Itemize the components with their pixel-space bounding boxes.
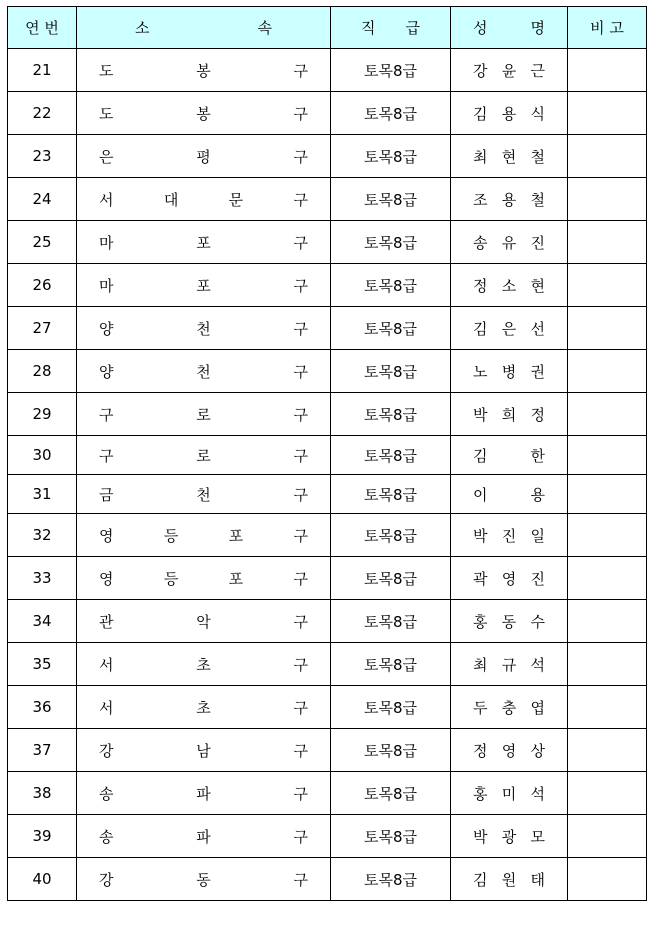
dept-char: 마 [99,276,114,295]
table-row [8,307,647,350]
dept-char: 도 [99,104,114,123]
row-note [568,307,647,350]
dept-char: 서 [99,655,114,674]
header-row [8,7,647,49]
row-no: 24 [8,178,77,221]
dept-char: 관 [99,612,114,631]
dept-char: 구 [293,405,308,424]
name-char: 미 [501,784,517,803]
row-dept [77,264,331,307]
table-row [8,350,647,393]
row-dept [77,135,331,178]
row-note [568,178,647,221]
name-char: 윤 [501,61,517,80]
row-dept [77,815,331,858]
dept-char: 등 [163,526,179,545]
roster-table [7,6,647,901]
table-row [8,686,647,729]
name-char: 규 [501,655,517,674]
row-note [568,350,647,393]
dept-char: 구 [293,190,308,209]
dept-char: 송 [99,827,114,846]
dept-char: 로 [196,446,211,465]
row-no: 31 [8,475,77,514]
name-char: 석 [530,655,545,674]
row-note [568,643,647,686]
dept-char: 구 [293,104,308,123]
row-note [568,221,647,264]
dept-char: 구 [293,61,308,80]
row-name [451,135,568,178]
row-dept [77,92,331,135]
name-char: 영 [501,741,517,760]
name-char: 김 [473,319,488,338]
row-no: 27 [8,307,77,350]
dept-char: 구 [293,485,308,504]
name-char: 김 [473,104,488,123]
row-rank: 토목8급 [331,815,451,858]
row-name [451,221,568,264]
row-note [568,858,647,901]
dept-char: 구 [293,276,308,295]
row-no: 30 [8,436,77,475]
row-rank: 토목8급 [331,436,451,475]
row-name [451,815,568,858]
name-char: 김 [473,870,488,889]
row-rank: 토목8급 [331,178,451,221]
name-char: 박 [473,405,488,424]
row-name [451,49,568,92]
row-name [451,436,568,475]
name-char: 한 [530,446,545,465]
row-rank: 토목8급 [331,557,451,600]
row-note [568,686,647,729]
row-name [451,475,568,514]
row-dept [77,221,331,264]
name-char: 김 [473,446,488,465]
row-rank: 토목8급 [331,307,451,350]
name-char: 최 [473,147,488,166]
table-row [8,729,647,772]
header-rank: 직 급 [331,7,451,49]
row-no: 35 [8,643,77,686]
row-rank: 토목8급 [331,686,451,729]
name-char: 박 [473,827,488,846]
row-note [568,436,647,475]
dept-char: 구 [293,741,308,760]
dept-char: 금 [99,485,114,504]
row-rank: 토목8급 [331,858,451,901]
name-char: 송 [473,233,488,252]
name-char: 권 [530,362,545,381]
table-row [8,436,647,475]
row-no: 23 [8,135,77,178]
name-char: 소 [501,276,517,295]
row-name [451,178,568,221]
row-no: 21 [8,49,77,92]
dept-char: 구 [99,405,114,424]
name-char: 정 [473,741,488,760]
dept-char: 봉 [196,61,211,80]
dept-char: 강 [99,870,114,889]
dept-char: 송 [99,784,114,803]
row-dept [77,49,331,92]
row-rank: 토목8급 [331,514,451,557]
dept-char: 포 [228,526,244,545]
dept-char: 구 [293,319,308,338]
row-name [451,858,568,901]
table-row [8,557,647,600]
row-name [451,307,568,350]
row-name [451,729,568,772]
name-char: 철 [530,147,545,166]
dept-char: 구 [293,612,308,631]
table-row [8,92,647,135]
row-dept [77,600,331,643]
dept-char: 봉 [196,104,211,123]
row-no: 36 [8,686,77,729]
name-char: 용 [501,190,517,209]
name-char: 상 [530,741,545,760]
name-char: 동 [501,612,517,631]
dept-char: 초 [196,655,211,674]
dept-char: 구 [293,698,308,717]
dept-char: 구 [293,827,308,846]
header-name: 성 명 [451,7,568,49]
dept-char: 파 [196,784,211,803]
name-char: 최 [473,655,488,674]
row-note [568,557,647,600]
dept-char: 도 [99,61,114,80]
dept-char: 영 [99,526,114,545]
dept-char: 천 [196,485,211,504]
table-header [8,7,647,49]
row-no: 22 [8,92,77,135]
name-char: 정 [473,276,488,295]
dept-char: 구 [293,446,308,465]
row-rank: 토목8급 [331,729,451,772]
name-char: 홍 [473,784,488,803]
dept-char: 은 [99,147,114,166]
table-row [8,264,647,307]
table-row [8,49,647,92]
dept-char: 천 [196,319,211,338]
row-rank: 토목8급 [331,92,451,135]
dept-char: 구 [99,446,114,465]
dept-char: 강 [99,741,114,760]
name-char: 희 [501,405,517,424]
name-char: 강 [473,61,488,80]
name-char: 은 [501,319,517,338]
name-char: 홍 [473,612,488,631]
header-no: 연 번 [8,7,77,49]
row-dept [77,514,331,557]
dept-char: 구 [293,147,308,166]
dept-char: 구 [293,362,308,381]
dept-char: 포 [196,233,211,252]
row-dept [77,307,331,350]
dept-char: 구 [293,784,308,803]
row-no: 29 [8,393,77,436]
dept-char: 악 [196,612,211,631]
row-note [568,393,647,436]
name-char: 병 [501,362,517,381]
row-note [568,135,647,178]
dept-char: 구 [293,655,308,674]
row-dept [77,475,331,514]
table-row [8,135,647,178]
table-body [8,49,647,901]
row-rank: 토목8급 [331,264,451,307]
name-char: 진 [530,233,545,252]
name-char: 일 [530,526,545,545]
row-note [568,92,647,135]
row-rank: 토목8급 [331,221,451,264]
row-note [568,514,647,557]
row-note [568,49,647,92]
dept-char: 구 [293,569,308,588]
name-char: 진 [501,526,517,545]
row-note [568,600,647,643]
table-row [8,393,647,436]
row-rank: 토목8급 [331,643,451,686]
name-char: 식 [530,104,545,123]
row-rank: 토목8급 [331,393,451,436]
name-char: 박 [473,526,488,545]
row-dept [77,393,331,436]
row-no: 34 [8,600,77,643]
row-no: 37 [8,729,77,772]
row-rank: 토목8급 [331,350,451,393]
row-name [451,514,568,557]
dept-char: 마 [99,233,114,252]
row-dept [77,772,331,815]
dept-char: 양 [99,319,114,338]
name-char: 용 [530,485,545,504]
row-dept [77,178,331,221]
row-note [568,772,647,815]
dept-char: 서 [99,190,114,209]
row-name [451,393,568,436]
dept-char: 구 [293,870,308,889]
dept-char: 초 [196,698,211,717]
table-row [8,600,647,643]
name-char: 철 [530,190,545,209]
dept-char: 구 [293,233,308,252]
table-row [8,221,647,264]
name-char: 영 [501,569,517,588]
name-char: 선 [530,319,545,338]
name-char: 현 [501,147,517,166]
table-row [8,643,647,686]
row-note [568,475,647,514]
name-char: 이 [473,485,488,504]
row-dept [77,557,331,600]
row-rank: 토목8급 [331,49,451,92]
row-name [451,92,568,135]
name-char: 광 [501,827,517,846]
row-rank: 토목8급 [331,135,451,178]
row-note [568,729,647,772]
dept-char: 포 [196,276,211,295]
name-char: 모 [530,827,545,846]
row-dept [77,686,331,729]
row-rank: 토목8급 [331,475,451,514]
row-name [451,600,568,643]
row-name [451,557,568,600]
dept-char: 문 [228,190,244,209]
table-row [8,514,647,557]
row-rank: 토목8급 [331,600,451,643]
dept-char: 등 [163,569,179,588]
table-row [8,772,647,815]
dept-char: 포 [228,569,244,588]
row-no: 33 [8,557,77,600]
row-no: 28 [8,350,77,393]
table-row [8,475,647,514]
name-char: 원 [501,870,517,889]
row-no: 39 [8,815,77,858]
row-dept [77,436,331,475]
name-char: 엽 [530,698,545,717]
table-row [8,178,647,221]
name-char: 노 [473,362,488,381]
row-name [451,264,568,307]
name-char: 곽 [473,569,488,588]
row-no: 25 [8,221,77,264]
table-row [8,858,647,901]
row-no: 38 [8,772,77,815]
row-dept [77,729,331,772]
dept-char: 천 [196,362,211,381]
name-char: 두 [473,698,488,717]
row-name [451,643,568,686]
name-char: 수 [530,612,545,631]
row-name [451,772,568,815]
dept-char: 대 [163,190,179,209]
name-char: 용 [501,104,517,123]
dept-char: 구 [293,526,308,545]
row-no: 40 [8,858,77,901]
dept-char: 서 [99,698,114,717]
name-char: 유 [501,233,517,252]
dept-char: 동 [196,870,211,889]
header-dept: 소 속 [77,7,331,49]
name-char: 현 [530,276,545,295]
row-no: 32 [8,514,77,557]
name-char: 조 [473,190,488,209]
row-name [451,350,568,393]
row-note [568,264,647,307]
dept-char: 평 [196,147,211,166]
row-dept [77,858,331,901]
name-char: 태 [530,870,545,889]
table-row [8,815,647,858]
header-note: 비 고 [568,7,647,49]
row-rank: 토목8급 [331,772,451,815]
row-dept [77,643,331,686]
name-char: 정 [530,405,545,424]
name-char: 근 [530,61,545,80]
row-note [568,815,647,858]
dept-char: 로 [196,405,211,424]
name-char: 석 [530,784,545,803]
dept-char: 양 [99,362,114,381]
name-char: 충 [501,698,517,717]
name-char: 진 [530,569,545,588]
dept-char: 파 [196,827,211,846]
row-no: 26 [8,264,77,307]
dept-char: 영 [99,569,114,588]
row-dept [77,350,331,393]
row-name [451,686,568,729]
dept-char: 남 [196,741,211,760]
